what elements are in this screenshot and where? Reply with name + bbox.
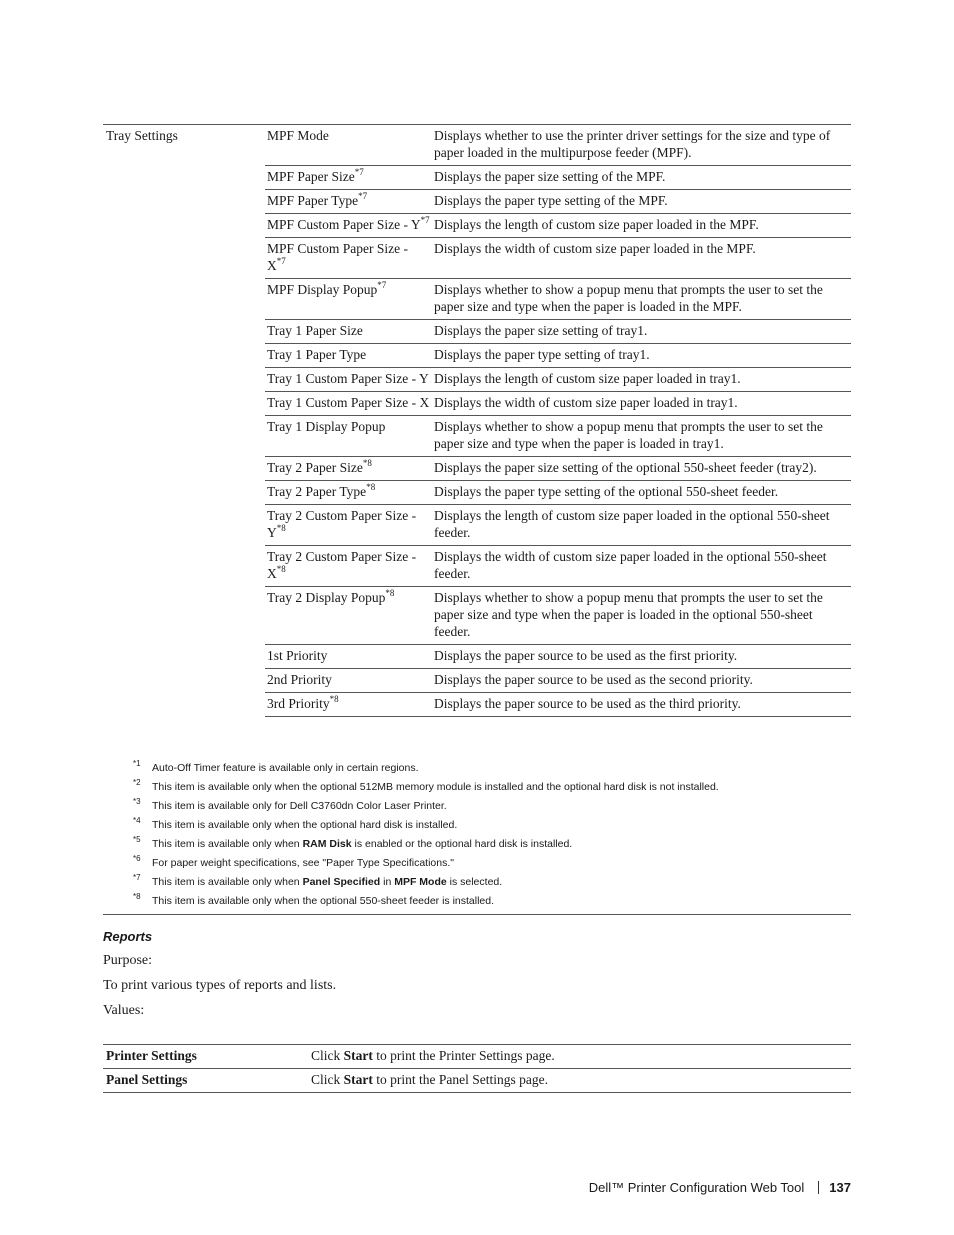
setting-name: Tray 2 Paper Type [267, 484, 367, 499]
setting-name-cell [265, 320, 430, 344]
setting-name-cell [265, 279, 430, 320]
page-footer [589, 1180, 851, 1195]
reports-values-table [103, 1044, 851, 1093]
setting-name: Tray 2 Custom Paper Size - X [267, 549, 417, 581]
setting-name-cell [265, 166, 430, 190]
footnote-ref: *7 [354, 166, 364, 177]
report-description [309, 1045, 851, 1069]
footnote-mark: *8 [133, 892, 141, 901]
setting-description: Displays the paper source to be used as the third priority. [430, 693, 851, 717]
setting-description: Displays the width of custom size paper loaded in the optional 550-sheet feeder. [430, 546, 851, 587]
footnote-emphasis: Panel Specified [302, 876, 381, 888]
setting-description: Displays the width of custom size paper loaded in tray1. [430, 392, 851, 416]
setting-description: Displays the paper type setting of the optional 550-sheet feeder. [430, 481, 851, 505]
table-row [103, 1069, 851, 1093]
description-fragment: to print the Printer Settings page. [372, 1048, 555, 1063]
report-name: Printer Settings [103, 1045, 309, 1069]
footnote-text [152, 857, 454, 869]
setting-description: Displays the width of custom size paper loaded in the MPF. [430, 238, 851, 279]
values-label: Values: [103, 1003, 145, 1018]
footnote-ref: *8 [366, 481, 376, 492]
footnote-text [152, 876, 502, 888]
setting-description: Displays the length of custom size paper loaded in the optional 550-sheet feeder. [430, 505, 851, 546]
setting-name-cell [265, 481, 430, 505]
purpose-label: Purpose: [103, 953, 152, 968]
setting-description: Displays the length of custom size paper loaded in tray1. [430, 368, 851, 392]
setting-name-cell [265, 368, 430, 392]
setting-description: Displays the paper type setting of the MPF. [430, 190, 851, 214]
footnote-mark: *2 [133, 778, 141, 787]
footnote-fragment: This item is available only when the optional 550-sheet feeder is installed. [152, 895, 495, 907]
footnote-fragment: Auto-Off Timer feature is available only in certain regions. [152, 762, 419, 774]
setting-name: MPF Display Popup [267, 282, 378, 297]
table-row [103, 125, 851, 166]
setting-name-cell [265, 693, 430, 717]
footnote-text [152, 800, 447, 812]
setting-name: Tray 1 Custom Paper Size - Y [267, 371, 429, 386]
footnote-emphasis: RAM Disk [302, 838, 352, 850]
footnote-text [152, 781, 719, 793]
setting-name: Tray 1 Custom Paper Size - X [267, 395, 430, 410]
footnote-text [152, 895, 494, 907]
setting-description: Displays the paper size setting of tray1. [430, 320, 851, 344]
category-cell: Tray Settings [103, 125, 265, 717]
report-name: Panel Settings [103, 1069, 309, 1093]
footnote-emphasis: MPF Mode [394, 876, 447, 888]
setting-description: Displays the paper size setting of the MPF. [430, 166, 851, 190]
start-keyword: Start [343, 1072, 373, 1087]
setting-name: Tray 1 Display Popup [267, 419, 386, 434]
footer-separator [818, 1181, 819, 1194]
setting-description: Displays the paper type setting of tray1. [430, 344, 851, 368]
footnote-ref: *8 [385, 587, 395, 598]
description-fragment: Click [311, 1072, 344, 1087]
setting-name: MPF Custom Paper Size - X [267, 241, 409, 273]
footnote-fragment: For paper weight specifications, see "Paper Type Specifications." [152, 857, 455, 869]
setting-description: Displays whether to show a popup menu that prompts the user to set the paper size and type when the paper is loaded in the optional 550-sheet feeder. [430, 587, 851, 645]
setting-description: Displays the paper source to be used as the first priority. [430, 645, 851, 669]
setting-name: 1st Priority [267, 648, 328, 663]
footnote-mark: *6 [133, 854, 141, 863]
setting-name: Tray 2 Display Popup [267, 590, 386, 605]
reports-heading: Reports [103, 929, 153, 944]
setting-name-cell [265, 587, 430, 645]
setting-description: Displays the paper size setting of the optional 550-sheet feeder (tray2). [430, 457, 851, 481]
setting-name-cell [265, 457, 430, 481]
footnote-ref: *7 [358, 190, 368, 201]
footnote-mark: *1 [133, 759, 141, 768]
setting-name-cell [265, 214, 430, 238]
setting-description: Displays the length of custom size paper loaded in the MPF. [430, 214, 851, 238]
footnote-text [152, 762, 419, 774]
footnote-ref: *8 [362, 457, 372, 468]
setting-name-cell [265, 392, 430, 416]
footnote-ref: *7 [420, 214, 430, 225]
footnote-ref: *7 [276, 255, 286, 266]
footnotes [103, 757, 851, 915]
footnote-fragment: This item is available only when [152, 876, 303, 888]
setting-name: MPF Paper Size [267, 169, 355, 184]
footnote-ref: *7 [377, 279, 387, 290]
setting-name: MPF Custom Paper Size - Y [267, 217, 421, 232]
setting-description: Displays whether to use the printer driver settings for the size and type of paper loaded in the multipurpose feeder (MPF). [430, 125, 851, 166]
footnote-text [152, 838, 572, 850]
footnote-ref: *8 [276, 563, 286, 574]
footnote-fragment: is enabled or the optional hard disk is installed. [351, 838, 573, 850]
setting-name: Tray 2 Paper Size [267, 460, 363, 475]
footnote-ref: *8 [329, 693, 339, 704]
footnote-fragment: This item is available only when the optional 512MB memory module is installed and the optional hard disk is not installed. [152, 781, 719, 793]
setting-name: 3rd Priority [267, 696, 330, 711]
footnote-fragment: This item is available only when the optional hard disk is installed. [152, 819, 458, 831]
setting-name: Tray 1 Paper Type [267, 347, 367, 362]
setting-name: MPF Mode [267, 128, 329, 143]
setting-description: Displays whether to show a popup menu that prompts the user to set the paper size and type when the paper is loaded in the MPF. [430, 279, 851, 320]
purpose-text: To print various types of reports and lists. [103, 978, 337, 993]
setting-name: MPF Paper Type [267, 193, 359, 208]
setting-description: Displays the paper source to be used as the second priority. [430, 669, 851, 693]
setting-name-cell [265, 125, 430, 166]
footnote-text [152, 819, 457, 831]
start-keyword: Start [343, 1048, 373, 1063]
tray-settings-table [103, 124, 851, 717]
footnote-mark: *3 [133, 797, 141, 806]
footnote-ref: *8 [276, 522, 286, 533]
footnote-fragment: in [380, 876, 395, 888]
setting-name-cell [265, 669, 430, 693]
report-description [309, 1069, 851, 1093]
setting-name-cell [265, 505, 430, 546]
setting-name-cell [265, 546, 430, 587]
footnote-fragment: This item is available only when [152, 838, 303, 850]
footer-title: Dell™ Printer Configuration Web Tool [588, 1180, 805, 1195]
footnote-mark: *5 [133, 835, 141, 844]
setting-description: Displays whether to show a popup menu that prompts the user to set the paper size and type when the paper is loaded in tray1. [430, 416, 851, 457]
setting-name: Tray 1 Paper Size [267, 323, 363, 338]
setting-name-cell [265, 238, 430, 279]
setting-name: Tray 2 Custom Paper Size - Y [267, 508, 417, 540]
page-number: 137 [829, 1180, 851, 1195]
setting-name: 2nd Priority [267, 672, 332, 687]
footnote-mark: *4 [133, 816, 141, 825]
footnote-mark: *7 [133, 873, 141, 882]
description-fragment: Click [311, 1048, 344, 1063]
setting-name-cell [265, 416, 430, 457]
table-row [103, 1045, 851, 1069]
footnote-fragment: This item is available only for Dell C3760dn Color Laser Printer. [152, 800, 447, 812]
description-fragment: to print the Panel Settings page. [372, 1072, 548, 1087]
setting-name-cell [265, 645, 430, 669]
setting-name-cell [265, 190, 430, 214]
footnote-fragment: is selected. [446, 876, 503, 888]
setting-name-cell [265, 344, 430, 368]
